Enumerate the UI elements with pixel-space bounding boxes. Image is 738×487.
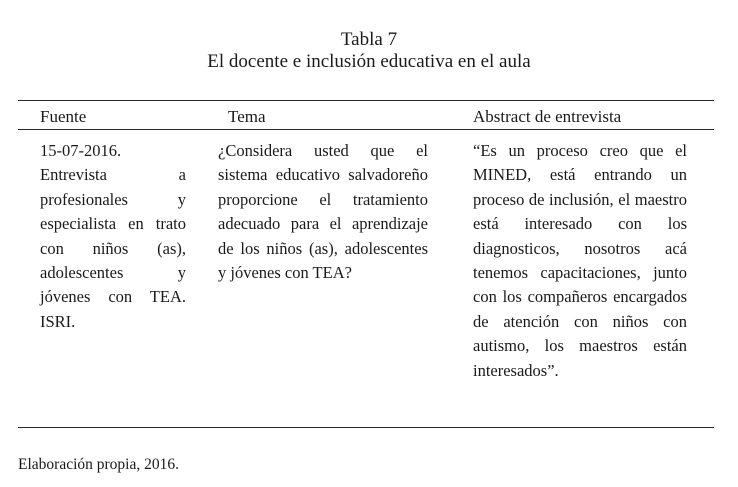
cell-tema: ¿Considera usted que el sistema educativo salvadoreño proporcione el tratamiento adecuado para el aprendizaje de los niños (as), adolescentes y jóvenes con TEA? bbox=[218, 141, 428, 283]
cell-fuente: 15-07-2016. Entrevista a profesionales y especialista en trato con niños (as), adolescentes y jóvenes con TEA. ISRI. bbox=[40, 141, 186, 331]
column-header-fuente: Fuente bbox=[40, 107, 87, 126]
table-header-rule bbox=[18, 129, 714, 130]
table-caption: El docente e inclusión educativa en el aula bbox=[207, 51, 531, 72]
column-header-tema: Tema bbox=[228, 107, 266, 126]
table-number: Tabla 7 bbox=[340, 29, 398, 50]
column-header-abstract: Abstract de entrevista bbox=[473, 107, 622, 126]
cell-abstract: “Es un proceso creo que el MINED, está entrando un proceso de inclusión, el maestro está interesado con los diagnosticos, nosotros acá tenemos capacitaciones, junto con los compañeros encargados de atención con niños con autismo, los maestros están interesados”. bbox=[473, 141, 687, 380]
source-note: Elaboración propia, 2016. bbox=[18, 456, 179, 473]
table-bottom-rule bbox=[18, 427, 714, 428]
table-top-rule bbox=[18, 100, 714, 101]
